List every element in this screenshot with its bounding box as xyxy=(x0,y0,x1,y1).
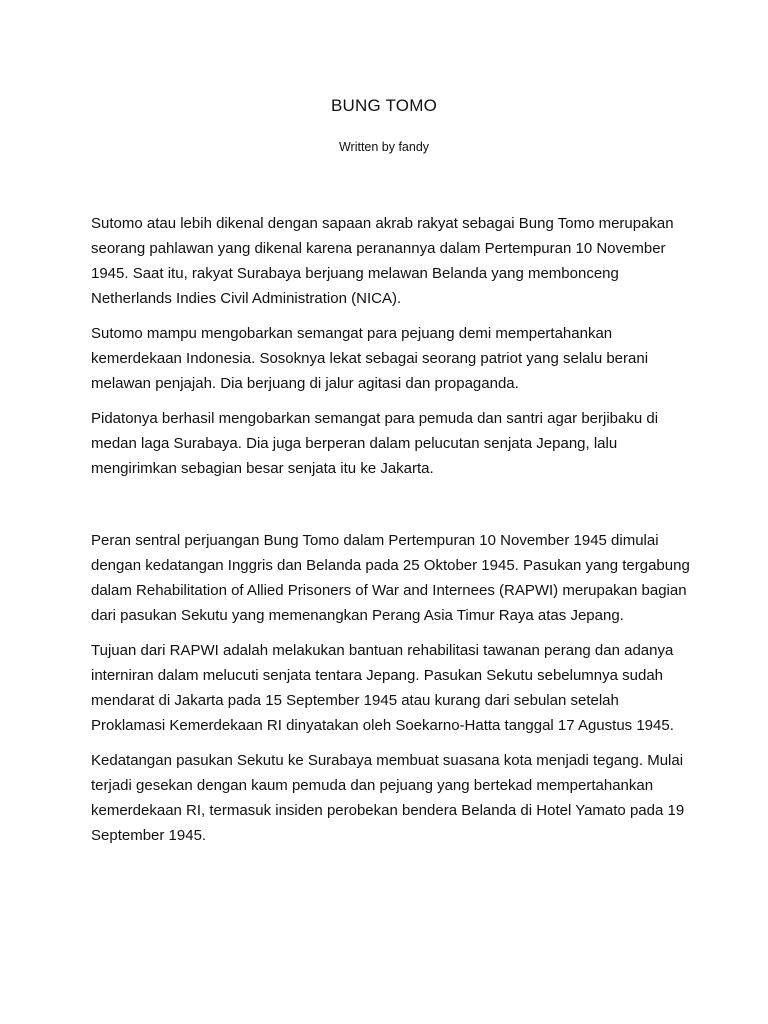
paragraph-4: Peran sentral perjuangan Bung Tomo dalam Pertempuran 10 November 1945 dimulai dengan kedatangan Inggris dan Belanda pada 25 Oktober 1945. Pasukan yang tergabung dalam Rehabilitation of Allied Prisoners of War and Internees (RAPWI) merupakan bagian dari pasukan Sekutu yang memenangkan Perang Asia Timur Raya atas Jepang. xyxy=(91,532,690,624)
document-byline: Written by fandy xyxy=(338,140,430,154)
document-body xyxy=(91,211,691,848)
paragraph-2: Sutomo mampu mengobarkan semangat para pejuang demi mempertahankan kemerdekaan Indonesia. Sosoknya lekat sebagai seorang patriot yang selalu berani melawan penjajah. Dia berjuang di jalur agitasi dan propaganda. xyxy=(91,325,649,392)
paragraph-6: Kedatangan pasukan Sekutu ke Surabaya membuat suasana kota menjadi tegang. Mulai terjadi gesekan dengan kaum pemuda dan pejuang yang bertekad mempertahankan kemerdekaan RI, termasuk insiden perobekan bendera Belanda di Hotel Yamato pada 19 September 1945. xyxy=(91,752,685,844)
paragraph-1: Sutomo atau lebih dikenal dengan sapaan akrab rakyat sebagai Bung Tomo merupakan seorang pahlawan yang dikenal karena peranannya dalam Pertempuran 10 November 1945. Saat itu, rakyat Surabaya berjuang melawan Belanda yang membonceng Netherlands Indies Civil Administration (NICA). xyxy=(91,215,674,307)
paragraph-5: Tujuan dari RAPWI adalah melakukan bantuan rehabilitasi tawanan perang dan adanya interniran dalam melucuti senjata tentara Jepang. Pasukan Sekutu sebelumnya sudah mendarat di Jakarta pada 15 September 1945 atau kurang dari sebulan setelah Proklamasi Kemerdekaan RI dinyatakan oleh Soekarno-Hatta tanggal 17 Agustus 1945. xyxy=(91,642,674,734)
paragraph-3: Pidatonya berhasil mengobarkan semangat para pemuda dan santri agar berjibaku di medan laga Surabaya. Dia juga berperan dalam pelucutan senjata Jepang, lalu mengirimkan sebagian besar senjata itu ke Jakarta. xyxy=(91,410,659,477)
document-title: BUNG TOMO xyxy=(330,96,438,115)
